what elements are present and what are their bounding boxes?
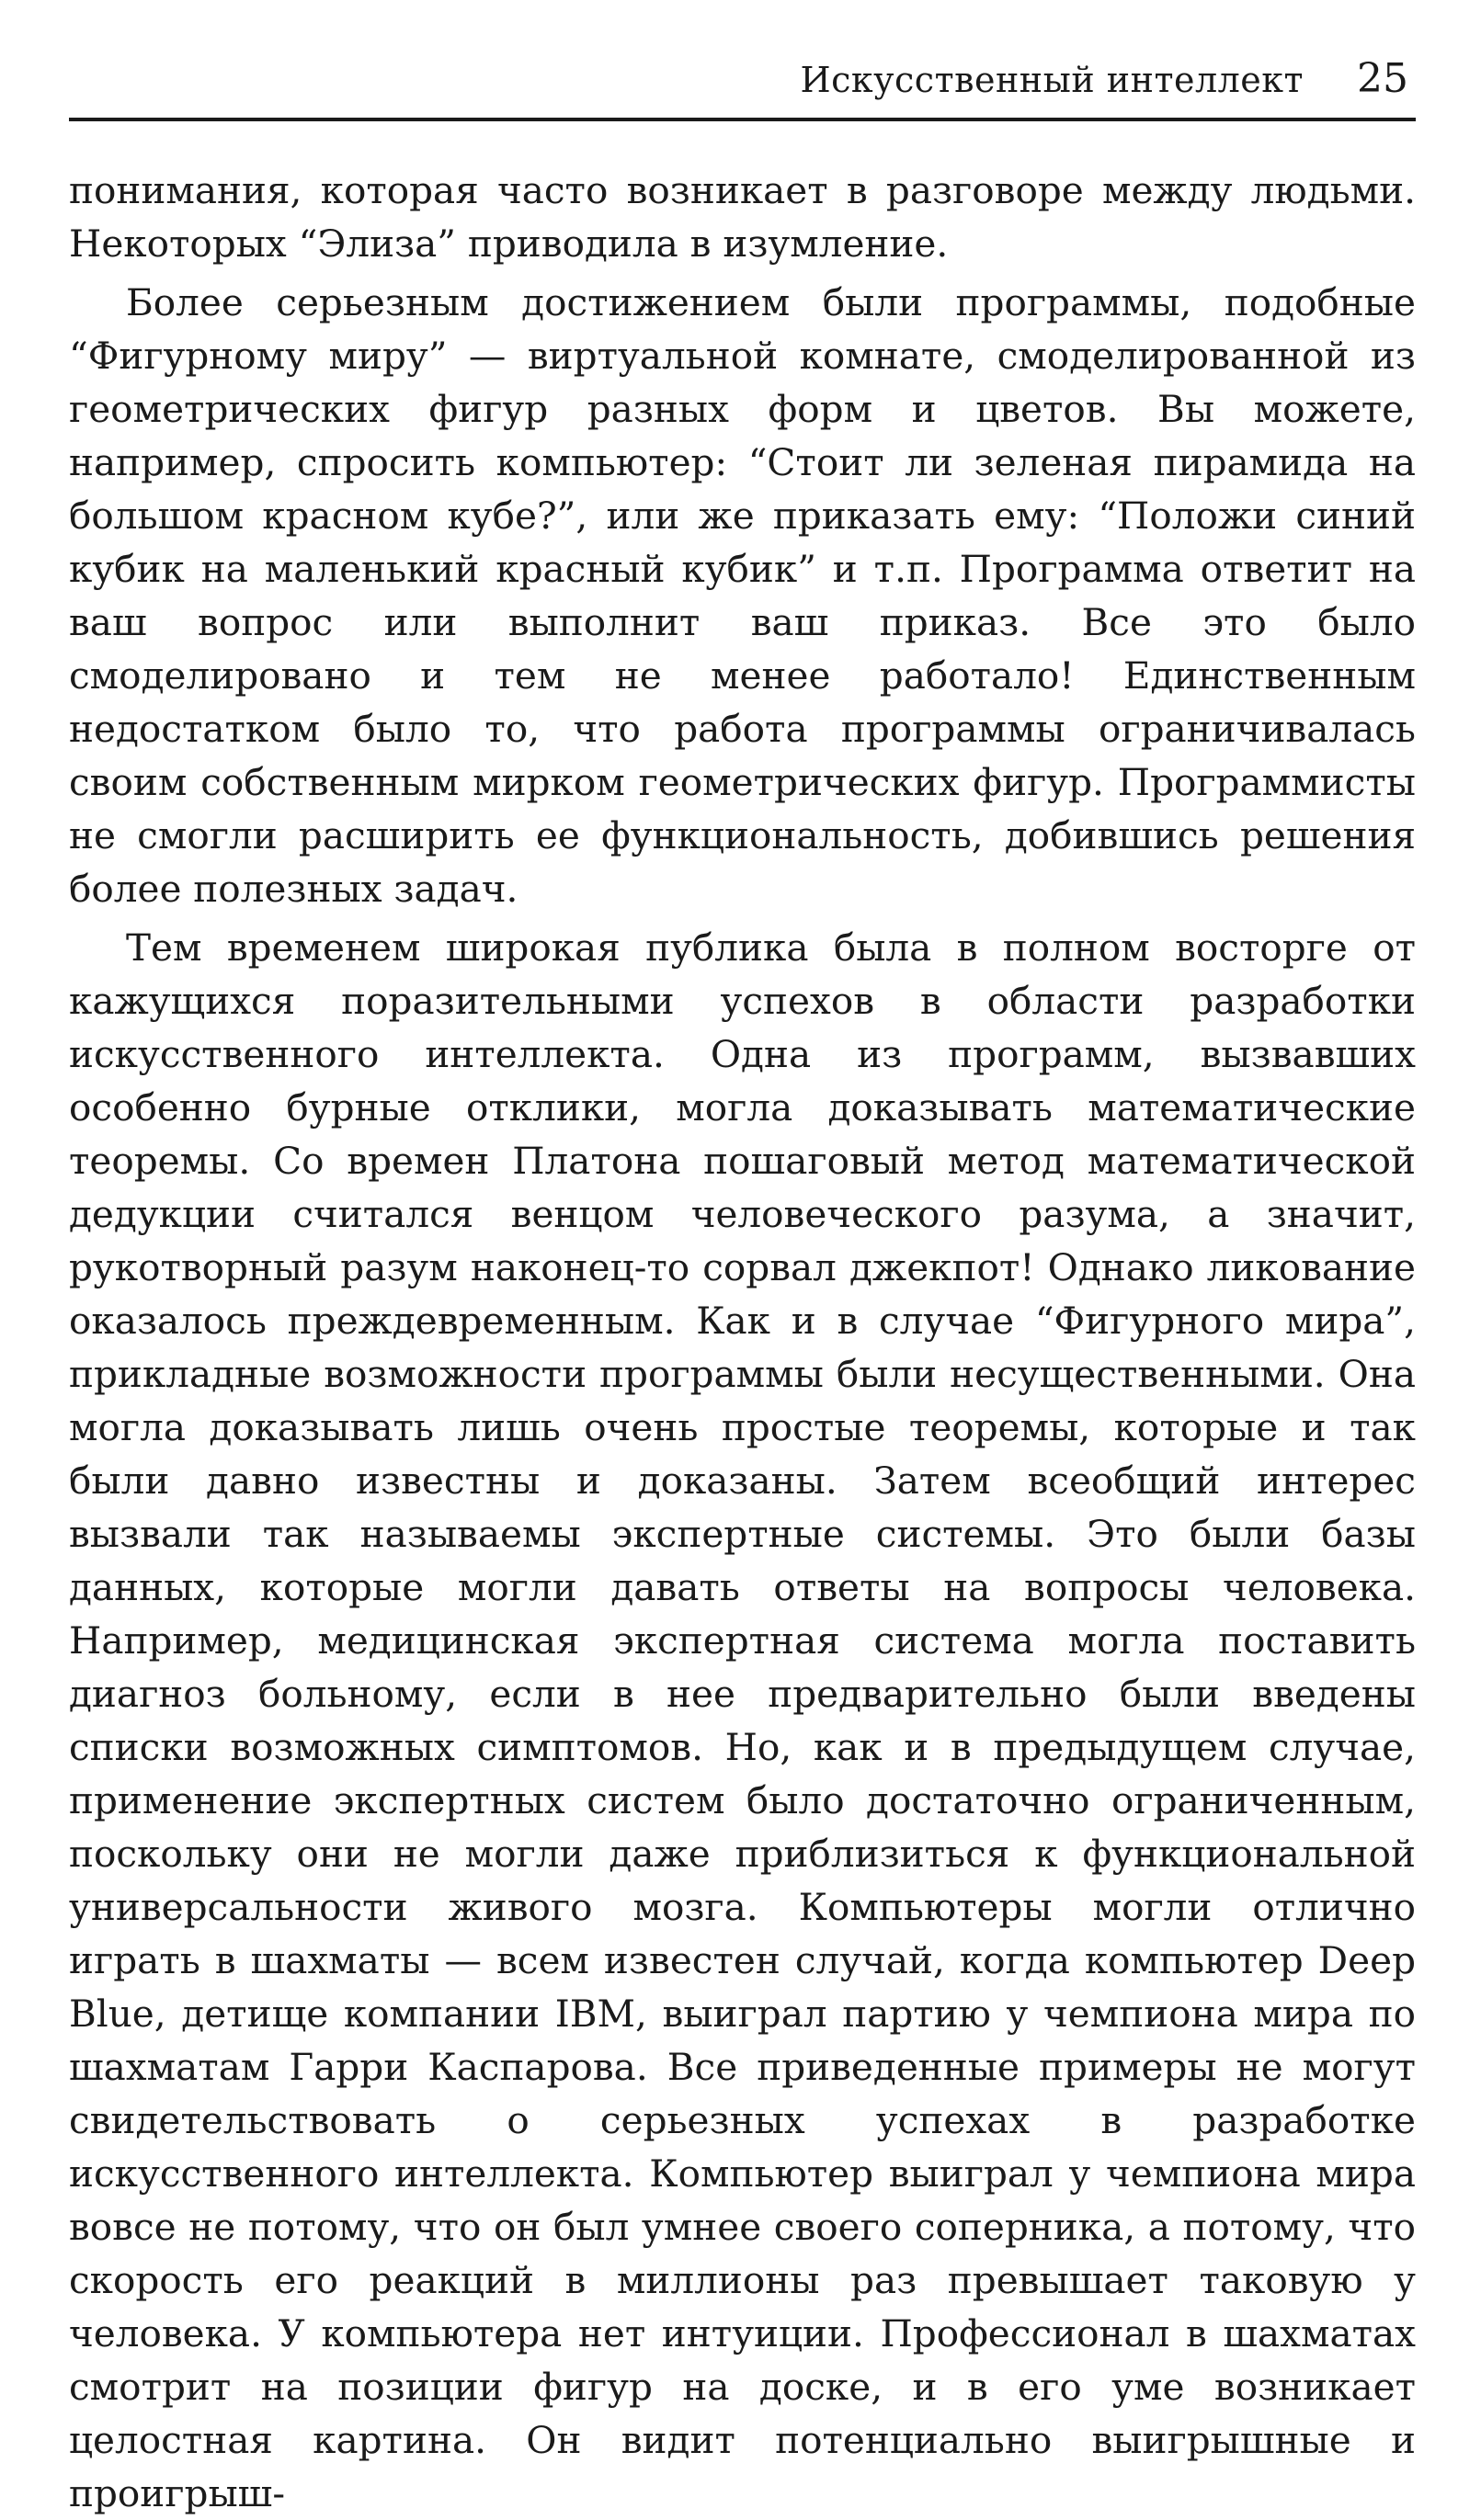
book-page bbox=[69, 55, 1416, 2520]
paragraph-continued: понимания, которая часто возникает в разговоре между людьми. Некоторых “Элиза” приводила в изумление. bbox=[69, 168, 1416, 266]
page-number: 25 bbox=[1357, 55, 1408, 102]
body-text bbox=[69, 164, 1416, 2520]
running-header bbox=[69, 55, 1416, 110]
header-rule bbox=[69, 118, 1416, 121]
paragraph-public-enthusiasm: Тем временем широкая публика была в полном восторге от кажущихся поразительными успехов в области разработки искусственного интеллекта. Одна из программ, вызвавших особенно бурные отклики, могла доказывать математические теоремы. Со времен Платона пошаговый метод математической дедукции считался венцом человеческого разума, а значит, рукотворный разум наконец-то сорвал джекпот! Однако ликование оказалось преждевременным. Как и в случае “Фигурного мира”, прикладные возможности программы были несущественными. Она могла доказывать лишь очень простые теоремы, которые и так были давно известны и доказаны. Затем всеобщий интерес вызвали так называемы экспертные системы. Это были базы данных, которые могли давать ответы на вопросы человека. Например, медицинская экспертная система могла поставить диагноз больному, если в нее предварительно были введены списки возможных симптомов. Но, как и в предыдущем случае, применение экспертных систем было достаточно ограниченным, поскольку они не могли даже приблизиться к функциональной универсальности живого мозга. Компьютеры могли отлично играть в шахматы — всем известен случай, когда компьютер Deep Blue, детище компании IBM, выиграл партию у чемпиона мира по шахматам Гарри Каспарова. Все приведенные примеры не могут свидетельствовать о серьезных успехах в разработке искусственного интеллекта. Компьютер выиграл у чемпиона мира вовсе не потому, что он был умнее своего соперника, а потому, что скорость его реакций в миллионы раз превышает таковую у человека. У компьютера нет интуиции. Профессионал в шахматах смотрит на позиции фигур на доске, и в его уме возникает целостная картина. Он видит потенциально выигрышные и проигрыш- bbox=[69, 925, 1416, 2515]
running-title: Искусственный интеллект bbox=[800, 60, 1304, 100]
paragraph-figure-world: Более серьезным достижением были программы, подобные “Фигурному миру” — виртуальной комнате, смоделированной из геометрических фигур разных форм и цветов. Вы можете, например, спросить компьютер: “Стоит ли зеленая пирамида на большом красном кубе?”, или же приказать ему: “Положи синий кубик на маленький красный кубик” и т.п. Программа ответит на ваш вопрос или выполнит ваш приказ. Все это было смоделировано и тем не менее работало! Единственным недостатком было то, что работа программы ограничивалась своим собственным мирком геометрических фигур. Программисты не смогли расширить ее функциональность, добившись решения более полезных задач. bbox=[69, 280, 1416, 911]
